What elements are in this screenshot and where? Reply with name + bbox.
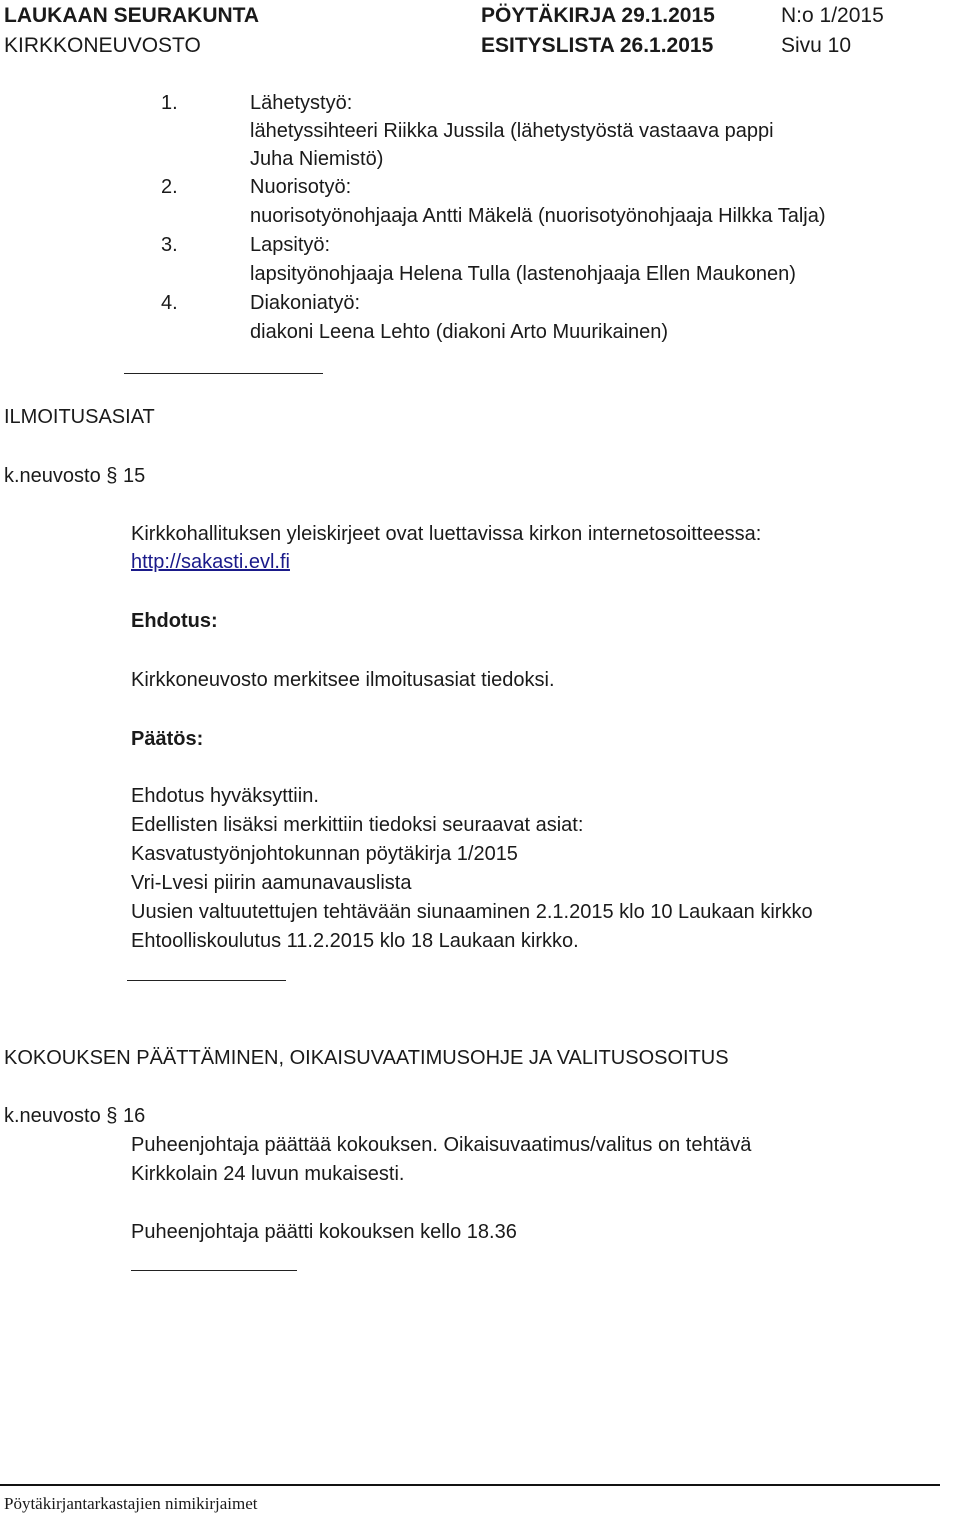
agenda-date: ESITYSLISTA 26.1.2015 [481,34,714,57]
section-heading: KOKOUKSEN PÄÄTTÄMINEN, OIKAISUVAATIMUSOHJE JA VALITUSOSOITUS [4,1047,729,1069]
minutes-date: PÖYTÄKIRJA 29.1.2015 [481,4,715,27]
list-item-title: Nuorisotyö: [250,176,352,198]
sakasti-link[interactable]: http://sakasti.evl.fi [131,551,290,573]
list-item-line: lapsityönohjaaja Helena Tulla (lastenohjaaja Ellen Maukonen) [250,263,796,285]
list-item-line: diakoni Leena Lehto (diakoni Arto Muurikainen) [250,321,669,343]
decision-line: Ehdotus hyväksyttiin. [131,785,319,807]
closing-text-line: Puheenjohtaja päättää kokouksen. Oikaisuvaatimus/valitus on tehtävä [131,1134,752,1156]
organization-name: LAUKAAN SEURAKUNTA [4,4,260,27]
decision-line: Vri-Lvesi piirin aamunavauslista [131,872,412,894]
list-item-line: Juha Niemistö) [250,148,384,170]
list-item-number: 2. [161,176,178,198]
list-item-title: Diakoniatyö: [250,292,361,314]
paragraph-number: k.neuvosto § 15 [4,465,146,487]
list-item-number: 4. [161,292,178,314]
list-item-title: Lapsityö: [250,234,331,256]
page-number: Sivu 10 [781,34,852,57]
proposal-text: Kirkkoneuvosto merkitsee ilmoitusasiat tiedoksi. [131,669,555,691]
decision-line: Ehtoolliskoulutus 11.2.2015 klo 18 Laukaan kirkko. [131,930,579,952]
document-number: N:o 1/2015 [781,4,884,27]
footer-rule [0,1484,940,1486]
separator-line [124,373,323,374]
list-item-line: nuorisotyönohjaaja Antti Mäkelä (nuorisotyönohjaaja Hilkka Talja) [250,205,826,227]
list-item-number: 3. [161,234,178,256]
closing-text-line: Kirkkolain 24 luvun mukaisesti. [131,1163,405,1185]
separator-line [131,1270,297,1271]
closing-time: Puheenjohtaja päätti kokouksen kello 18.36 [131,1221,517,1243]
list-item-number: 1. [161,92,178,114]
decision-line: Edellisten lisäksi merkittiin tiedoksi seuraavat asiat: [131,814,584,836]
proposal-label: Ehdotus: [131,610,218,632]
paragraph-number: k.neuvosto § 16 [4,1105,146,1127]
decision-line: Kasvatustyönjohtokunnan pöytäkirja 1/2015 [131,843,518,865]
section-heading: ILMOITUSASIAT [4,406,155,428]
separator-line [127,980,286,981]
list-item-line: lähetyssihteeri Riikka Jussila (lähetystyöstä vastaava pappi [250,120,774,142]
decision-label: Päätös: [131,728,204,750]
decision-line: Uusien valtuutettujen tehtävään siunaaminen 2.1.2015 klo 10 Laukaan kirkko [131,901,813,923]
signature-label: Pöytäkirjantarkastajien nimikirjaimet [4,1494,258,1513]
list-item-title: Lähetystyö: [250,92,353,114]
body-name: KIRKKONEUVOSTO [4,34,201,57]
notice-text: Kirkkohallituksen yleiskirjeet ovat luettavissa kirkon internetosoitteessa: [131,523,762,545]
